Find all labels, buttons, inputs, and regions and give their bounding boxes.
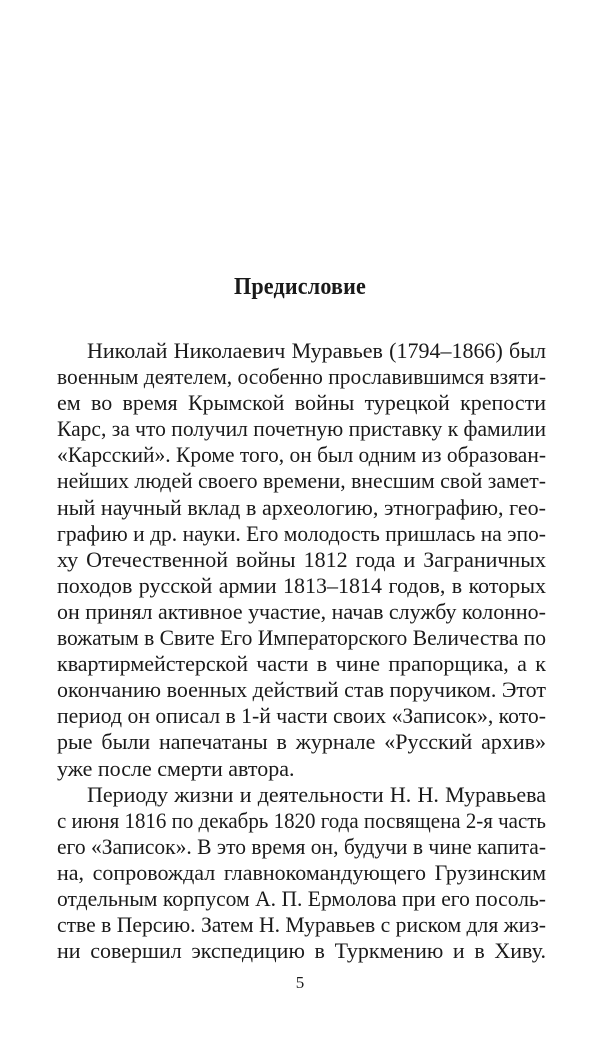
page-number: 5 (295, 973, 305, 992)
paragraph-2 (57, 782, 546, 965)
text-line: ем во время Крымской войны турецкой крепости (57, 390, 546, 416)
text-line: вожатым в Свите Его Императорского Величества по (57, 625, 547, 651)
text-line: отдельным корпусом А. П. Ермолова при его посоль- (57, 885, 546, 911)
text-line: ный научный вклад в археологию, этнографию, гео- (57, 494, 546, 520)
text-line: стве в Персию. Затем Н. Муравьев с риском для жиз- (57, 912, 546, 938)
text-line: период он описал в 1-й части своих «Записок», кото- (57, 703, 547, 729)
text-line: графию и др. науки. Его молодость пришлась на эпо- (57, 520, 546, 546)
text-line: Николай Николаевич Муравьев (1794–1866) был (87, 338, 546, 363)
text-line: «Карсский». Кроме того, он был одним из образован- (57, 442, 546, 468)
text-line: военным деятелем, особенно прославившимся взяти- (57, 364, 546, 390)
text-line: его «Записок». В это время он, будучи в чине капита- (57, 833, 547, 859)
text-line: походов русской армии 1813–1814 годов, в которых (57, 572, 546, 598)
text-line: с июня 1816 по декабрь 1820 года посвящена 2-я часть (57, 807, 546, 833)
text-line: Периоду жизни и деятельности Н. Н. Муравьева (87, 781, 546, 807)
text-line: рые были напечатаны в журнале «Русский архив» (57, 729, 546, 755)
text-line: ни совершил экспедицию в Туркмению и в Хиву. (57, 938, 546, 964)
text-line: окончанию военных действий став поручиком. Этот (57, 677, 546, 703)
text-line: квартирмейстерской части в чине прапорщика, а к (57, 651, 546, 677)
text-line: ху Отечественной войны 1812 года и Заграничных (57, 546, 546, 572)
body-text (57, 338, 546, 964)
page-title: Предисловие (233, 274, 366, 300)
text-line: уже после смерти автора. (57, 755, 295, 781)
text-line: Карс, за что получил почетную приставку к фамилии (57, 416, 547, 442)
text-line: он принял активное участие, начав службу колонно- (57, 598, 546, 624)
paragraph-1 (57, 338, 546, 782)
text-line: на, сопровождал главнокомандующего Грузинским (57, 859, 546, 885)
text-line: нейших людей своего времени, внесшим свой замет- (57, 468, 546, 494)
